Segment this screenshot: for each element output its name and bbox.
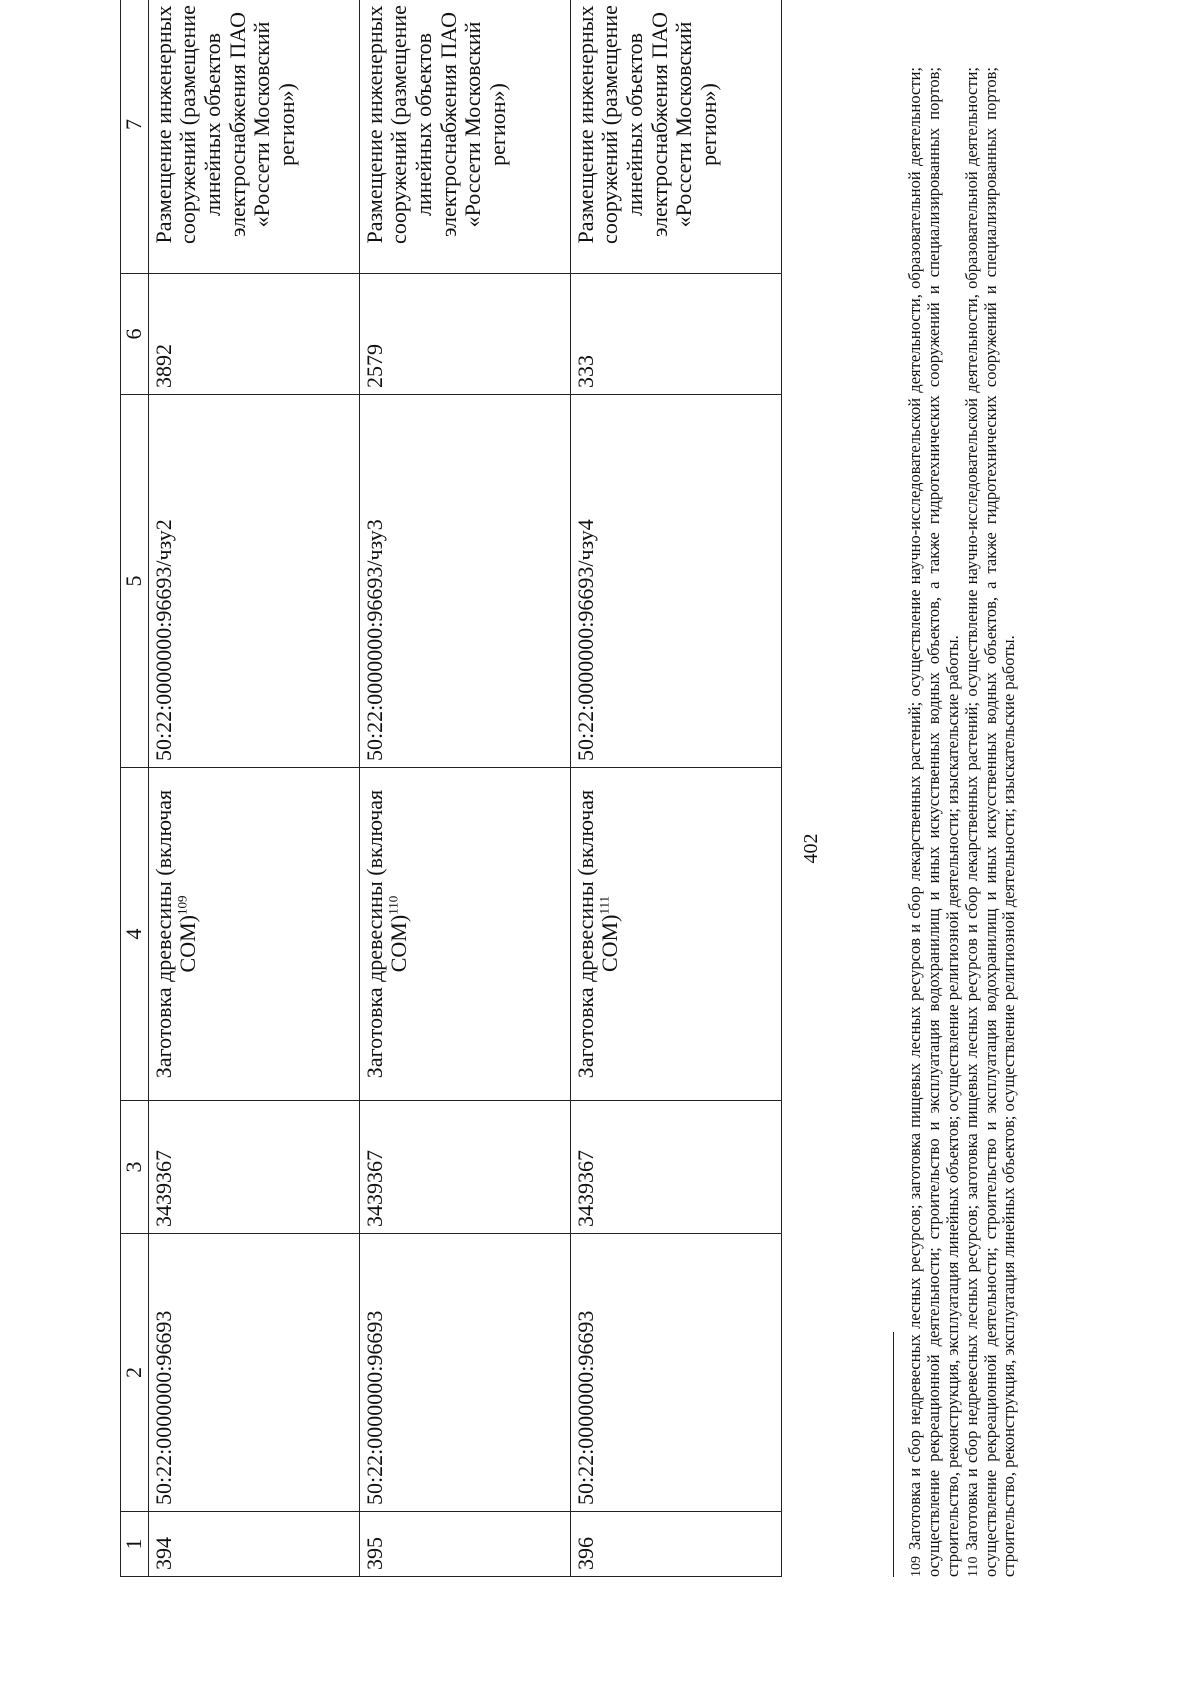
area-value: 333 [570, 274, 781, 395]
use-type-text: Заготовка древесины (включая СОМ) [361, 789, 412, 1079]
footnote-mark: 110 [965, 1556, 981, 1577]
column-header: 2 [121, 1234, 149, 1512]
footnote [963, 67, 1020, 1577]
quarter-number: 3439367 [570, 1101, 781, 1234]
cadastral-number: 50:22:0000000:96693 [359, 1234, 570, 1512]
footnote-text: Заготовка и сбор недревесных лесных ресурсов; заготовка пищевых лесных ресурсов и сбор лекарственных растений; осуществление научно-исследовательской деятельности, образовательной деятельности; осуществление рекреационной деятельности; строительство и эксплуатация водохранилищ и иных искусственных водных объектов, а также гидротехнических сооружений и специализированных портов; строительство, реконструкция, эксплуатация линейных объектов; осуществление религиозной деятельности; изыскательские работы. [961, 67, 1019, 1577]
footnote-separator [893, 1332, 894, 1577]
column-header: 7 [121, 0, 149, 274]
footnotes [906, 67, 1019, 1577]
use-type [574, 774, 623, 1094]
footnote [906, 67, 963, 1577]
part-number: 50:22:0000000:96693/чзу2 [148, 395, 359, 768]
use-type-text: Заготовка древесины (включая СОМ) [572, 789, 623, 1079]
cadastral-number: 50:22:0000000:96693 [148, 1234, 359, 1512]
footnote-text: Заготовка и сбор недревесных лесных ресурсов; заготовка пищевых лесных ресурсов и сбор лекарственных растений; осуществление научно-исследовательской деятельности, образовательной деятельности; осуществление рекреационной деятельности; строительство и эксплуатация водохранилищ и иных искусственных водных объектов, а также гидротехнических сооружений и специализированных портов; строительство, реконструкция, эксплуатация линейных объектов; осуществление религиозной деятельности; изыскательские работы. [905, 67, 962, 1577]
cadastral-number: 50:22:0000000:96693 [570, 1234, 781, 1512]
table-row [359, 0, 570, 1577]
part-number: 50:22:0000000:96693/чзу4 [570, 395, 781, 768]
quarter-number: 3439367 [148, 1101, 359, 1234]
footnote-ref: 111 [596, 896, 612, 915]
row-number: 394 [148, 1512, 359, 1577]
table-row [570, 0, 781, 1577]
purpose-text: Размещение инженерных сооружений (размещение линейных объектов электроснабжения ПАО «Россети Московский регион») [150, 5, 299, 244]
column-header: 3 [121, 1101, 149, 1234]
use-type [363, 774, 412, 1094]
use-type-cell [359, 768, 570, 1101]
column-header: 5 [121, 395, 149, 768]
row-number: 395 [359, 1512, 570, 1577]
quarter-number: 3439367 [359, 1101, 570, 1234]
table-row [148, 0, 359, 1577]
purpose-text: Размещение инженерных сооружений (размещение линейных объектов электроснабжения ПАО «Россети Московский регион») [361, 5, 510, 244]
land-plots-table [120, 0, 782, 1577]
purpose-cell [570, 0, 781, 274]
use-type-text: Заготовка древесины (включая СОМ) [150, 789, 201, 1079]
row-number: 396 [570, 1512, 781, 1577]
purpose-text: Размещение инженерных сооружений (размещение линейных объектов электроснабжения ПАО «Россети Московский регион») [572, 5, 721, 244]
table-header-row [121, 0, 149, 1577]
use-type-cell [148, 768, 359, 1101]
area-value: 3892 [148, 274, 359, 395]
column-header: 6 [121, 274, 149, 395]
footnote-ref: 109 [174, 895, 190, 916]
purpose-cell [148, 0, 359, 274]
part-number: 50:22:0000000:96693/чзу3 [359, 395, 570, 768]
column-header: 1 [121, 1512, 149, 1577]
footnote-ref: 110 [385, 895, 401, 915]
footnote-mark: 109 [909, 1556, 924, 1577]
use-type-cell [570, 768, 781, 1101]
page-number: 402 [800, 833, 822, 864]
purpose-cell [359, 0, 570, 274]
use-type [152, 774, 201, 1094]
column-header: 4 [121, 768, 149, 1101]
area-value: 2579 [359, 274, 570, 395]
